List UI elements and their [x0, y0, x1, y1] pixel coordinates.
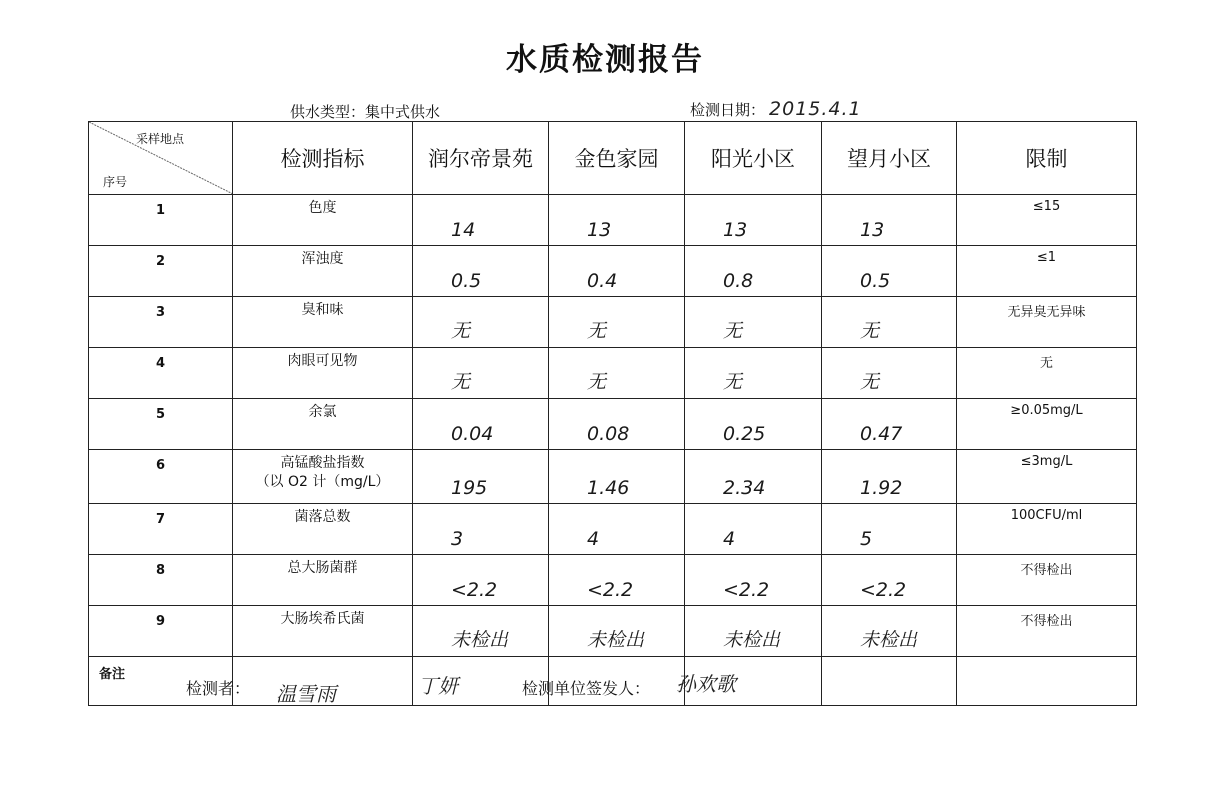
indicator-header: 检测指标 [233, 122, 413, 195]
table-row [89, 450, 1137, 504]
indicator-line: 高锰酸盐指数 [280, 455, 365, 471]
handwritten-value: <2.2 [860, 579, 907, 601]
value-cell [822, 606, 957, 657]
limit-value: 100CFU/ml [957, 504, 1137, 555]
table-row [89, 606, 1137, 657]
limit-header: 限制 [957, 122, 1137, 195]
value-cell [822, 450, 957, 504]
value-cell [549, 450, 685, 504]
indicator-name: 浑浊度 [233, 246, 413, 297]
handwritten-value: 2.34 [723, 477, 766, 499]
limit-value: 不得检出 [957, 555, 1137, 606]
value-cell [822, 195, 957, 246]
table-row [89, 504, 1137, 555]
corner-top-label: 采样地点 [135, 132, 184, 146]
remark-label: 备注 [89, 657, 233, 706]
indicator-unit-line: （以 O2 计（mg/L） [255, 474, 390, 490]
handwritten-value: <2.2 [587, 579, 634, 601]
value-cell [549, 399, 685, 450]
site-header: 金色家园 [549, 122, 685, 195]
header-row [89, 122, 1137, 195]
site-header: 阳光小区 [685, 122, 822, 195]
limit-value: 不得检出 [957, 606, 1137, 657]
handwritten-value: 0.47 [860, 423, 903, 445]
handwritten-value: 未检出 [860, 629, 918, 651]
handwritten-value: 0.08 [587, 423, 630, 445]
value-cell [822, 555, 957, 606]
handwritten-value: 0.8 [723, 270, 754, 292]
inspector-signature: 温雪雨 [276, 682, 336, 706]
supply-type [290, 101, 440, 122]
indicator-name: 菌落总数 [233, 504, 413, 555]
handwritten-value: 无 [587, 371, 607, 393]
value-cell [549, 195, 685, 246]
issuer-signature: 孙欢歌 [676, 672, 736, 696]
indicator-name: 总大肠菌群 [233, 555, 413, 606]
value-cell [413, 504, 549, 555]
value-cell [413, 399, 549, 450]
value-cell [685, 399, 822, 450]
handwritten-value: 1.92 [860, 477, 903, 499]
handwritten-value: 无 [451, 320, 471, 342]
table-row [89, 555, 1137, 606]
row-number: 2 [89, 246, 233, 297]
handwritten-value: 无 [860, 320, 880, 342]
indicator-name: 大肠埃希氏菌 [233, 606, 413, 657]
report-title: 水质检测报告 [506, 42, 704, 78]
limit-value: ≤1 [957, 246, 1137, 297]
site-header: 望月小区 [822, 122, 957, 195]
value-cell [822, 246, 957, 297]
value-cell [685, 297, 822, 348]
table-row [89, 297, 1137, 348]
handwritten-value: 未检出 [587, 629, 645, 651]
handwritten-value: 0.5 [860, 270, 891, 292]
value-cell [685, 504, 822, 555]
value-cell [685, 555, 822, 606]
inspection-date [690, 98, 862, 120]
value-cell [822, 348, 957, 399]
supply-type-label: 供水类型： [290, 103, 366, 121]
value-cell [685, 195, 822, 246]
site-header: 润尔帝景苑 [413, 122, 549, 195]
indicator-name: 臭和味 [233, 297, 413, 348]
handwritten-value: 13 [723, 219, 748, 241]
handwritten-value: 无 [451, 371, 471, 393]
handwritten-value: 4 [723, 528, 736, 550]
handwritten-value: 13 [587, 219, 612, 241]
value-cell [413, 450, 549, 504]
value-cell [822, 297, 957, 348]
value-cell [685, 246, 822, 297]
handwritten-value: 4 [587, 528, 600, 550]
date-value: 2015.4.1 [769, 98, 862, 120]
report-table [88, 121, 1137, 706]
value-cell [549, 348, 685, 399]
supply-type-value: 集中式供水 [365, 103, 441, 121]
limit-value: 无异臭无异味 [957, 297, 1137, 348]
issuer-label: 检测单位签发人： [522, 679, 651, 698]
inspector-label: 检测者： [186, 679, 251, 698]
handwritten-value: 无 [723, 371, 743, 393]
handwritten-value: 0.25 [723, 423, 766, 445]
handwritten-value: 0.4 [587, 270, 618, 292]
value-cell [822, 399, 957, 450]
table-row [89, 348, 1137, 399]
indicator-name: 余氯 [233, 399, 413, 450]
handwritten-value: 1.46 [587, 477, 630, 499]
limit-value: ≥0.05mg/L [957, 399, 1137, 450]
value-cell [549, 555, 685, 606]
row-number: 9 [89, 606, 233, 657]
row-number: 3 [89, 297, 233, 348]
row-number: 4 [89, 348, 233, 399]
table-row [89, 195, 1137, 246]
handwritten-value: 5 [860, 528, 873, 550]
value-cell [413, 195, 549, 246]
row-number: 1 [89, 195, 233, 246]
remark-cell [822, 657, 957, 706]
table-row [89, 399, 1137, 450]
table-row [89, 246, 1137, 297]
handwritten-value: 未检出 [723, 629, 781, 651]
limit-value: ≤15 [957, 195, 1137, 246]
corner-bottom-label: 序号 [103, 175, 128, 189]
handwritten-value: 14 [451, 219, 476, 241]
value-cell [413, 606, 549, 657]
value-cell [549, 246, 685, 297]
handwritten-value: 0.5 [451, 270, 482, 292]
value-cell [549, 504, 685, 555]
inspector-signature: 丁妍 [418, 674, 458, 698]
value-cell [413, 246, 549, 297]
row-number: 5 [89, 399, 233, 450]
indicator-name [233, 450, 413, 504]
handwritten-value: 无 [723, 320, 743, 342]
value-cell [549, 297, 685, 348]
row-number: 7 [89, 504, 233, 555]
handwritten-value: 3 [451, 528, 464, 550]
value-cell [685, 606, 822, 657]
handwritten-value: 未检出 [451, 629, 509, 651]
limit-value: ≤3mg/L [957, 450, 1137, 504]
date-label: 检测日期： [690, 101, 766, 119]
handwritten-value: 无 [860, 371, 880, 393]
remark-cell [957, 657, 1137, 706]
value-cell [413, 555, 549, 606]
handwritten-value: <2.2 [723, 579, 770, 601]
value-cell [413, 297, 549, 348]
limit-value: 无 [957, 348, 1137, 399]
value-cell [822, 504, 957, 555]
handwritten-value: 13 [860, 219, 885, 241]
handwritten-value: 无 [587, 320, 607, 342]
value-cell [413, 348, 549, 399]
indicator-name: 肉眼可见物 [233, 348, 413, 399]
handwritten-value: <2.2 [451, 579, 498, 601]
value-cell [685, 348, 822, 399]
corner-cell [89, 122, 233, 195]
value-cell [685, 450, 822, 504]
value-cell [549, 606, 685, 657]
row-number: 8 [89, 555, 233, 606]
indicator-name: 色度 [233, 195, 413, 246]
handwritten-value: 195 [451, 477, 488, 499]
handwritten-value: 0.04 [451, 423, 494, 445]
row-number: 6 [89, 450, 233, 504]
